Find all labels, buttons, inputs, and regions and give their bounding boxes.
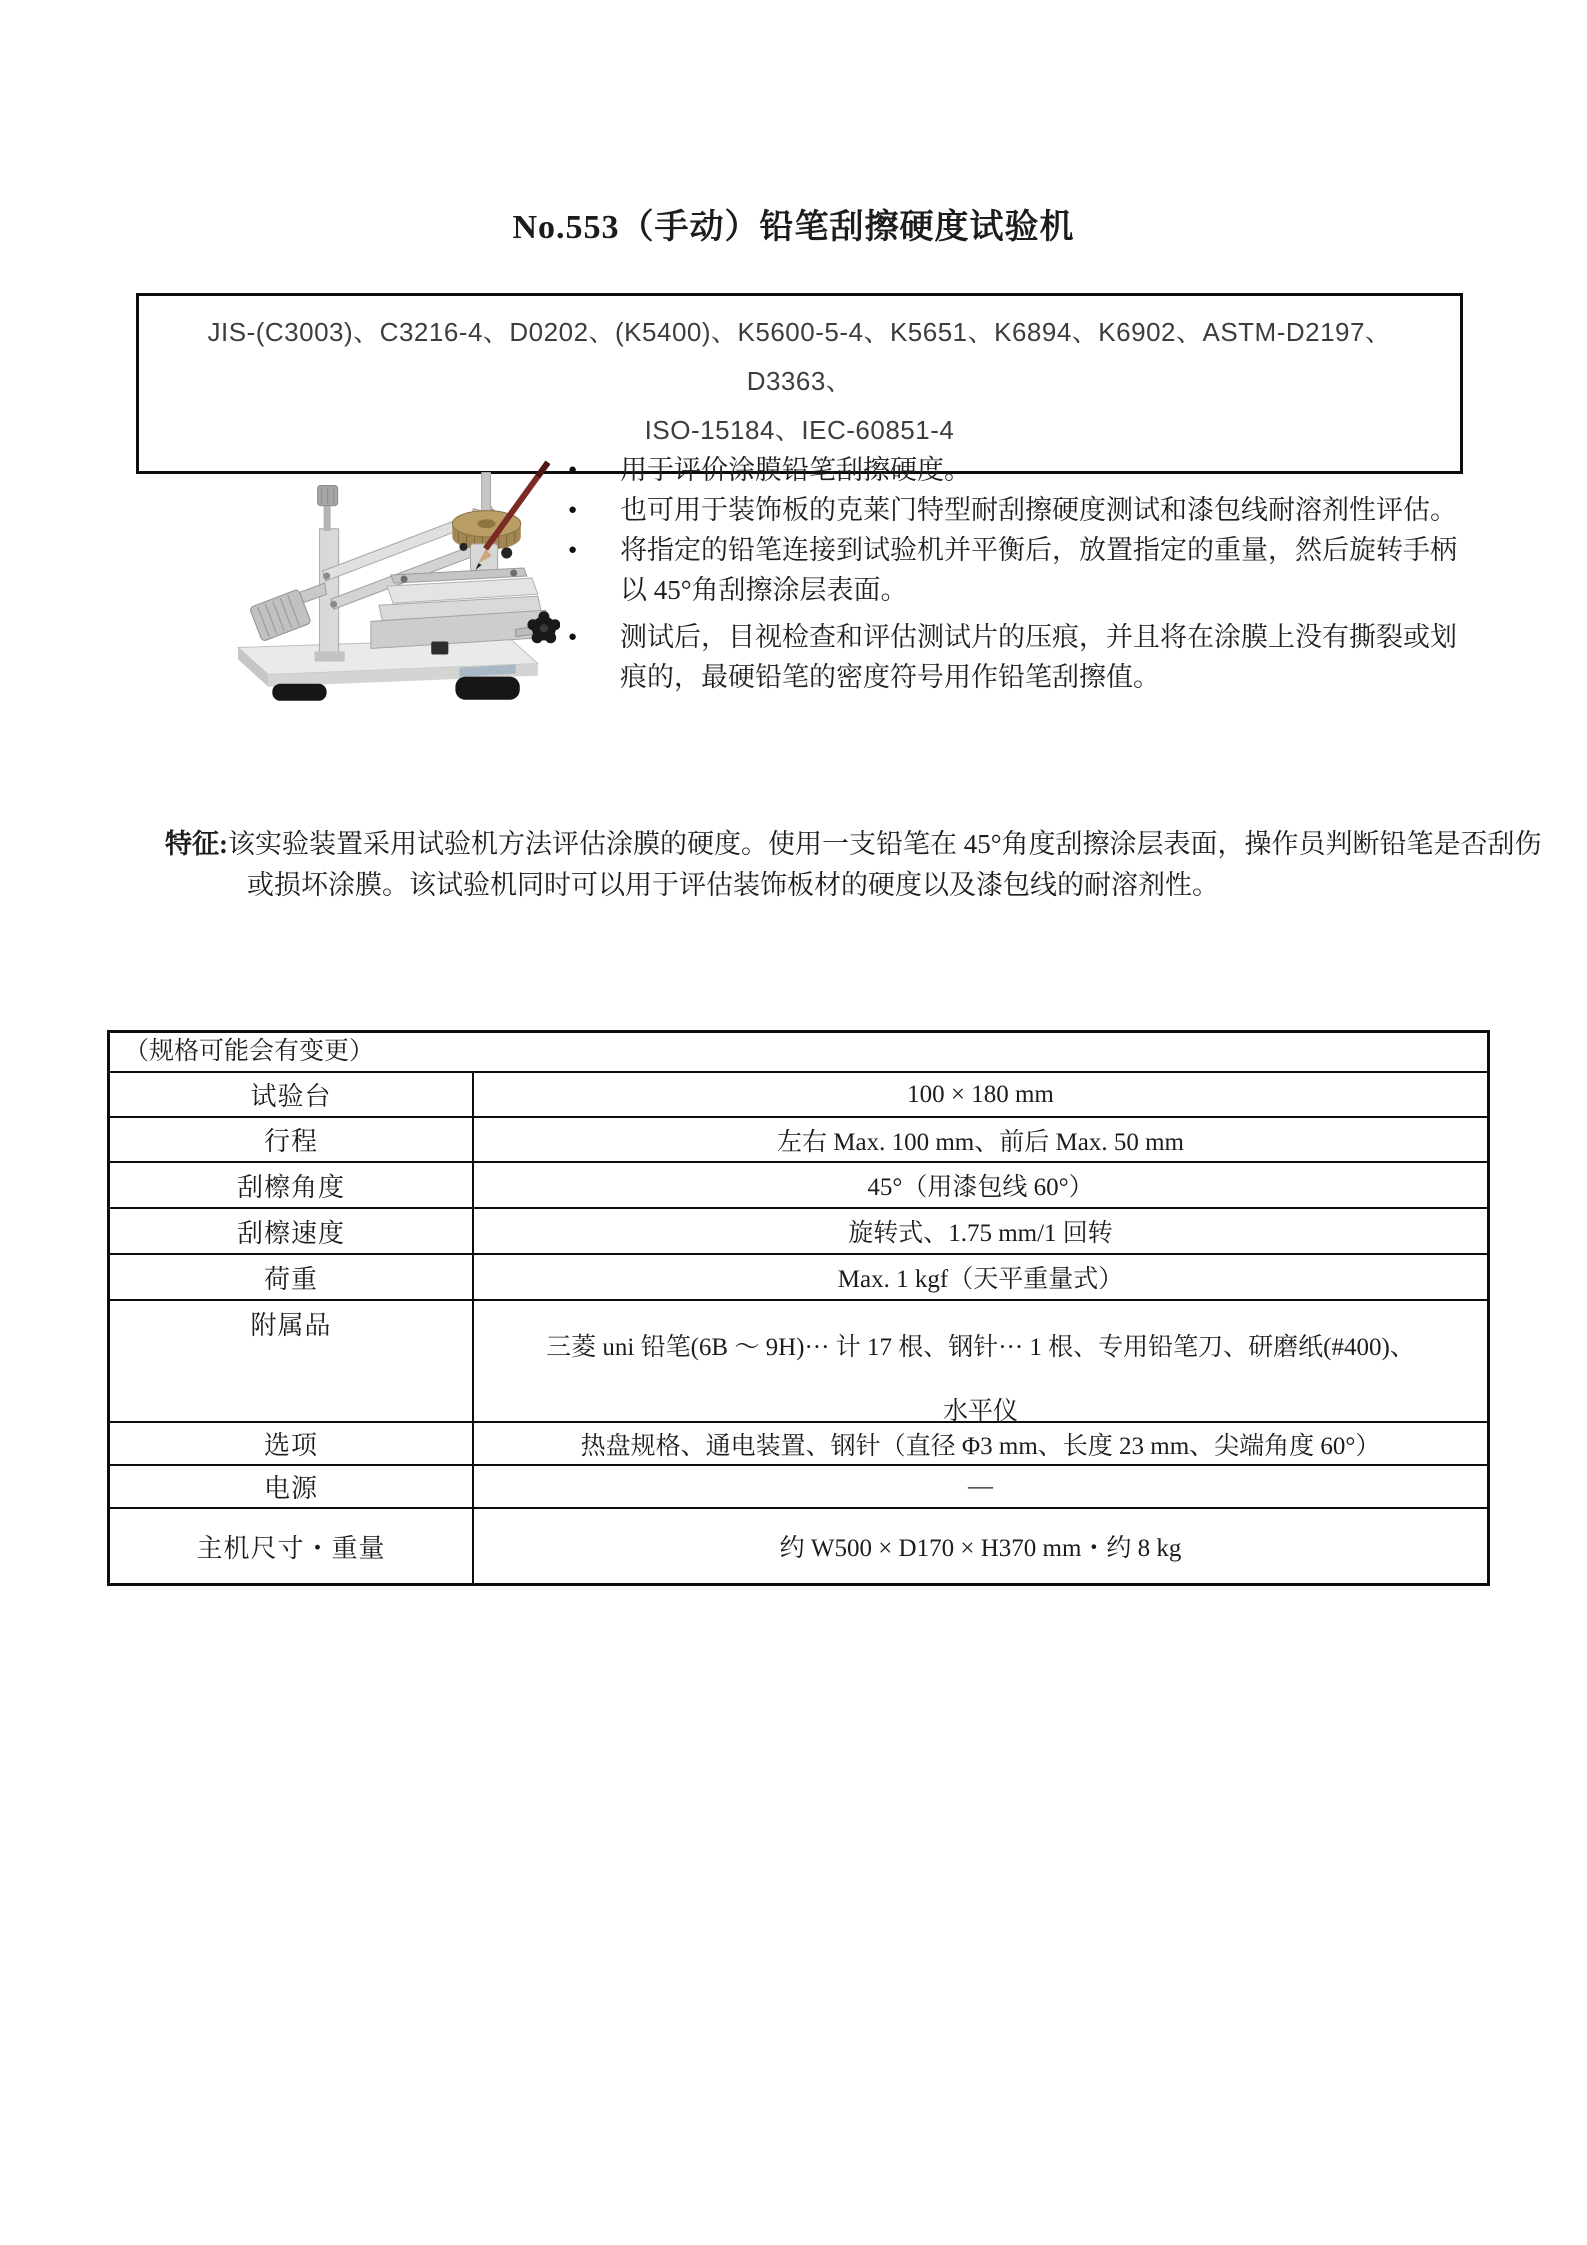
tester-illustration: [222, 422, 560, 710]
spec-label: 刮檫角度: [110, 1163, 474, 1207]
table-row: [110, 1253, 1487, 1299]
spec-value: 约 W500 × D170 × H370 mm・约 8 kg: [779, 1535, 1182, 1562]
bullet-item: [568, 530, 1465, 610]
table-row: [110, 1421, 1487, 1464]
bullet-icon: ●: [568, 502, 578, 518]
table-row: [110, 1161, 1487, 1207]
spec-value: [474, 1301, 1487, 1425]
spec-label: 电源: [110, 1466, 474, 1507]
spec-label: 行程: [110, 1118, 474, 1161]
standards-line-1: JIS-(C3003)、C3216-4、D0202、(K5400)、K5600-5-4、K5651、K6894、K6902、ASTM-D2197、D3363、: [207, 317, 1392, 396]
bullet-icon: ●: [568, 462, 578, 478]
spec-label: 附属品: [110, 1301, 474, 1421]
spec-value: 100 × 180 mm: [907, 1080, 1054, 1108]
spec-value: 左右 Max. 100 mm、前后 Max. 50 mm: [777, 1128, 1184, 1156]
bullet-item: [568, 450, 1465, 490]
spec-value: 热盘规格、通电装置、钢针（直径 Φ3 mm、长度 23 mm、尖端角度 60°）: [580, 1432, 1381, 1460]
bullet-text: 也可用于装饰板的克莱门特型耐刮擦硬度测试和漆包线耐溶剂性评估。: [620, 495, 1457, 525]
spec-value: 45°（用漆包线 60°）: [867, 1174, 1094, 1201]
features-label: 特征:: [165, 829, 228, 859]
spec-label: 试验台: [110, 1073, 474, 1116]
bullet-icon: ●: [568, 542, 578, 558]
spec-value-line: 水平仪: [942, 1398, 1018, 1425]
bullet-text: 用于评价涂膜铅笔刮擦硬度。: [620, 455, 971, 485]
table-row: [110, 1071, 1487, 1116]
spec-value: 旋转式、1.75 mm/1 回转: [848, 1220, 1113, 1247]
table-row: [110, 1464, 1487, 1507]
spec-value: Max. 1 kgf（天平重量式）: [837, 1266, 1124, 1293]
features-text: 该实验装置采用试验机方法评估涂膜的硬度。使用一支铅笔在 45°角度刮擦涂层表面，操作员判断铅笔是否刮伤或损坏涂膜。该试验机同时可以用于评估装饰板材的硬度以及漆包线的耐溶剂性。: [228, 829, 1542, 900]
table-row: [110, 1507, 1487, 1583]
bullet-item: [568, 617, 1465, 697]
bullet-icon: ●: [568, 629, 578, 645]
product-photo: [222, 422, 560, 710]
spec-label: 荷重: [110, 1255, 474, 1299]
spec-value: —: [968, 1472, 993, 1500]
bullet-item: [568, 490, 1465, 530]
standards-line-2: ISO-15184、IEC-60851-4: [644, 415, 955, 445]
table-row: [110, 1207, 1487, 1253]
spec-label: 刮檫速度: [110, 1209, 474, 1253]
table-row: [110, 1299, 1487, 1425]
table-row: [110, 1116, 1487, 1161]
bullet-text: 将指定的铅笔连接到试验机并平衡后，放置指定的重量，然后旋转手柄以 45°角刮擦涂层表面。: [620, 535, 1457, 605]
spec-label: 选项: [110, 1423, 474, 1464]
bullet-text: 测试后，目视检查和评估测试片的压痕，并且将在涂膜上没有撕裂或划痕的，最硬铅笔的密度符号用作铅笔刮擦值。: [620, 622, 1457, 692]
spec-label: 主机尺寸・重量: [110, 1509, 474, 1583]
features-paragraph: [165, 824, 1565, 906]
page-title: No.553（手动）铅笔刮擦硬度试验机: [512, 209, 1075, 246]
spec-table: [107, 1030, 1490, 1586]
spec-value-line: 三菱 uni 铅笔(6B ～ 9H)··· 计 17 根、钢针··· 1 根、专用铅笔刀、研磨纸(#400)、: [546, 1334, 1415, 1361]
feature-bullet-list: [568, 450, 1465, 697]
spec-table-header: （规格可能会有变更）: [124, 1038, 375, 1065]
